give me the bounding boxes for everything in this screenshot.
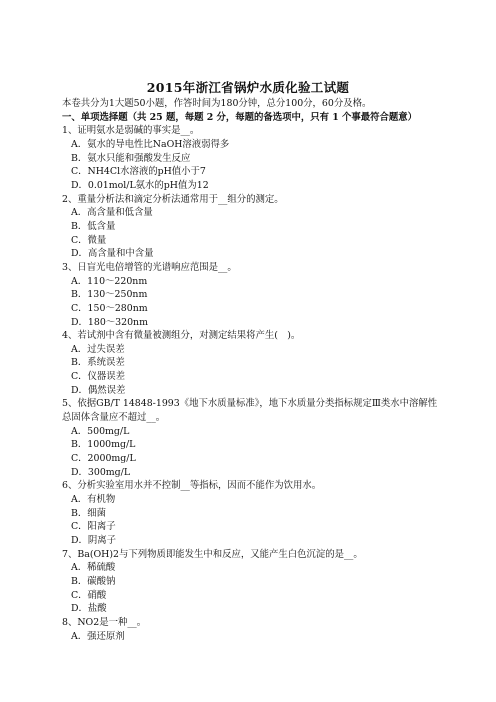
option-b: B．1000mg/L: [71, 439, 136, 451]
option-b: B．低含量: [71, 220, 116, 232]
option-c: C．仪器误差: [71, 371, 126, 383]
option-c: C．NH4Cl水溶液的pH值小于7: [71, 166, 206, 178]
option-d: D．180～320nm: [71, 316, 148, 328]
option-d: D．0.01mol/L氨水的pH值为12: [71, 179, 209, 191]
option-a: A．过失误差: [71, 343, 125, 355]
document-body: [62, 97, 442, 643]
question-7: [62, 548, 442, 616]
option-d: D．阴离子: [71, 535, 117, 546]
page-title: 2015年浙江省锅炉水质化验工试题: [146, 80, 350, 95]
option-b: B．氨水只能和强酸发生反应: [71, 152, 191, 164]
question-8: [62, 616, 442, 643]
question-6: [62, 479, 442, 547]
question-4: [62, 329, 442, 397]
option-a: A．有机物: [71, 494, 116, 506]
option-b: B．碳酸钠: [71, 575, 116, 587]
question-text: 4、若试剂中含有微量被测组分，对测定结果将产生( )。: [62, 330, 301, 342]
question-1: [62, 124, 442, 192]
option-a: A．稀硫酸: [71, 562, 116, 574]
question-2: [62, 193, 442, 261]
option-b: B．系统误差: [71, 357, 125, 369]
option-c: C．2000mg/L: [71, 453, 136, 465]
option-c: C．150～280nm: [71, 302, 148, 314]
section-heading: 一、单项选择题（共 25 题，每题 2 分，每题的备选项中，只有 1 个事最符合题意）: [62, 111, 418, 123]
question-text: 2、重量分析法和滴定分析法通常用于__组分的测定。: [62, 193, 284, 205]
question-text: 1、证明氨水是弱碱的事实是__。: [62, 125, 200, 137]
option-d: D．300mg/L: [71, 466, 131, 478]
option-a: A．500mg/L: [71, 425, 130, 437]
question-text: 8、NO2是一种__。: [62, 616, 147, 628]
exam-intro: 本卷共分为1大题50小题，作答时间为180分钟，总分100分，60分及格。: [62, 98, 372, 109]
question-text: 6、分析实验室用水并不控制__等指标，因而不能作为饮用水。: [62, 480, 322, 492]
option-c: C．微量: [71, 234, 107, 246]
question-5: [62, 397, 442, 479]
option-a: A．强还原剂: [71, 630, 125, 642]
option-a: A．氨水的导电性比NaOH溶液弱得多: [71, 138, 230, 150]
option-d: D．偶然误差: [71, 384, 126, 396]
option-d: D．高含量和中含量: [71, 248, 154, 260]
option-c: C．阳离子: [71, 521, 116, 533]
question-text: 5、依据GB/T 14848-1993《地下水质量标准》，地下水质量分类指标规定Ⅲ类水中溶解性总固体含量应不超过__。: [62, 398, 438, 424]
question-3: [62, 261, 442, 329]
option-a: A．110～220nm: [71, 275, 148, 287]
question-text: 3、日盲光电倍增管的光谱响应范围是__。: [62, 261, 237, 273]
question-text: 7、Ba(OH)2与下列物质即能发生中和反应，又能产生白色沉淀的是__。: [62, 548, 363, 560]
option-c: C．硝酸: [71, 589, 107, 601]
option-d: D．盐酸: [71, 603, 107, 615]
option-a: A．高含量和低含量: [71, 207, 153, 219]
option-b: B．130～250nm: [71, 289, 148, 301]
option-b: B．细菌: [71, 507, 107, 519]
